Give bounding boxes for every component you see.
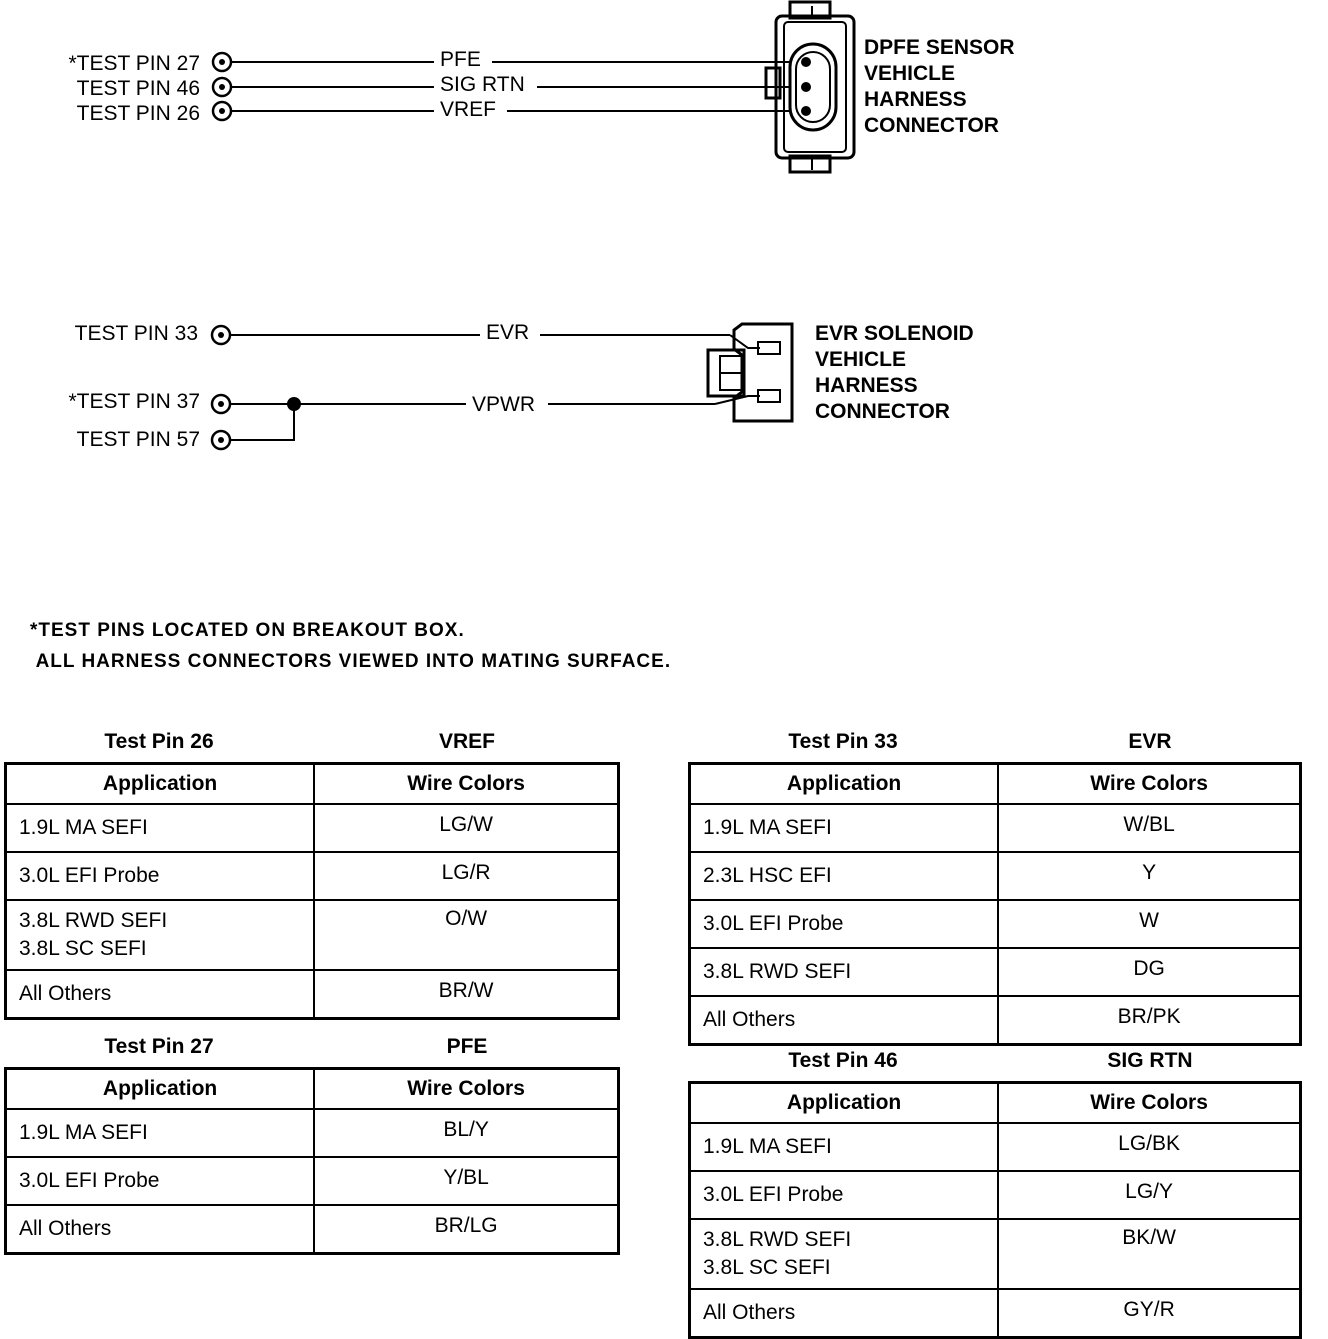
column-header-wire-colors: Wire Colors — [314, 1069, 618, 1110]
dpfe-pin-46-label: TEST PIN 46 — [76, 77, 200, 100]
evr-pin-57-label: TEST PIN 57 — [76, 428, 200, 451]
test-pin-terminal-icon — [213, 102, 231, 120]
column-header-wire-colors: Wire Colors — [314, 764, 618, 805]
cell-application: 3.8L RWD SEFI — [690, 948, 999, 996]
cell-wire-color: LG/W — [314, 804, 618, 852]
test-pin-terminal-icon — [212, 326, 230, 344]
cell-application: 1.9L MA SEFI — [690, 1123, 999, 1171]
wire-label-pfe: PFE — [440, 48, 481, 71]
table-test-pin-27 — [4, 1035, 620, 1255]
cell-wire-color: W — [998, 900, 1300, 948]
wire-color-table — [4, 762, 620, 1020]
column-header-application: Application — [6, 764, 315, 805]
dpfe-pin-27-label: *TEST PIN 27 — [68, 52, 200, 75]
table-row — [690, 900, 1301, 948]
cell-wire-color: BL/Y — [314, 1109, 618, 1157]
evr-circuit — [69, 321, 974, 451]
footnote-breakout-box: *TEST PINS LOCATED ON BREAKOUT BOX. — [30, 620, 465, 641]
cell-wire-color: BR/PK — [998, 996, 1300, 1045]
wire-color-table — [4, 1067, 620, 1255]
table-signal-title: EVR — [1128, 730, 1172, 753]
cell-application: All Others — [690, 1289, 999, 1338]
dpfe-circuit — [69, 2, 1015, 172]
table-test-pin-46 — [688, 1049, 1302, 1339]
cell-wire-color: Y — [998, 852, 1300, 900]
footnote-mating-surface: ALL HARNESS CONNECTORS VIEWED INTO MATING SURFACE. — [30, 651, 672, 672]
wiring-diagram — [0, 0, 1328, 600]
cell-wire-color: GY/R — [998, 1289, 1300, 1338]
table-signal-title: PFE — [446, 1035, 488, 1058]
wire-color-table — [688, 762, 1302, 1046]
cell-application: 2.3L HSC EFI — [690, 852, 999, 900]
cell-application: 3.0L EFI Probe — [6, 852, 315, 900]
table-pin-title: Test Pin 27 — [104, 1035, 214, 1058]
test-pin-terminal-icon — [212, 395, 230, 413]
table-row — [6, 1109, 619, 1157]
table-row — [690, 1219, 1301, 1289]
cell-application: 3.8L RWD SEFI 3.8L SC SEFI — [6, 900, 315, 970]
cell-wire-color: LG/Y — [998, 1171, 1300, 1219]
wire-label-vpwr: VPWR — [472, 393, 535, 416]
dpfe-connector-label: VEHICLE — [864, 62, 956, 85]
table-row — [690, 1171, 1301, 1219]
cell-wire-color: LG/R — [314, 852, 618, 900]
dpfe-pin-26-label: TEST PIN 26 — [76, 102, 200, 125]
table-test-pin-33 — [688, 730, 1302, 1046]
table-row — [690, 1123, 1301, 1171]
table-test-pin-26 — [4, 730, 620, 1020]
cell-application: 3.8L RWD SEFI 3.8L SC SEFI — [690, 1219, 999, 1289]
table-row — [690, 852, 1301, 900]
test-pin-terminal-icon — [213, 78, 231, 96]
table-row — [690, 996, 1301, 1045]
cell-wire-color: LG/BK — [998, 1123, 1300, 1171]
table-row — [6, 852, 619, 900]
cell-wire-color: BK/W — [998, 1219, 1300, 1289]
evr-connector-label: VEHICLE — [815, 348, 907, 371]
cell-application: 3.0L EFI Probe — [6, 1157, 315, 1205]
cell-application: All Others — [6, 970, 315, 1019]
table-pin-title: Test Pin 26 — [104, 730, 214, 753]
cell-application: All Others — [690, 996, 999, 1045]
dpfe-connector-label: CONNECTOR — [864, 114, 999, 137]
column-header-wire-colors: Wire Colors — [998, 1083, 1300, 1124]
evr-connector-icon — [708, 324, 792, 421]
table-signal-title: SIG RTN — [1107, 1049, 1193, 1072]
table-pin-title: Test Pin 33 — [788, 730, 898, 753]
table-row — [6, 1205, 619, 1254]
evr-pin-33-label: TEST PIN 33 — [74, 322, 198, 345]
dpfe-connector-label: HARNESS — [864, 88, 967, 111]
table-signal-title: VREF — [438, 730, 495, 753]
column-header-application: Application — [690, 764, 999, 805]
evr-connector-label: EVR SOLENOID — [815, 322, 974, 345]
cell-application: 1.9L MA SEFI — [6, 1109, 315, 1157]
table-pin-title: Test Pin 46 — [788, 1049, 898, 1072]
cell-wire-color: W/BL — [998, 804, 1300, 852]
cell-application: 3.0L EFI Probe — [690, 900, 999, 948]
cell-wire-color: DG — [998, 948, 1300, 996]
column-header-wire-colors: Wire Colors — [998, 764, 1300, 805]
column-header-application: Application — [690, 1083, 999, 1124]
table-row — [6, 804, 619, 852]
table-row — [690, 1289, 1301, 1338]
table-row — [6, 970, 619, 1019]
wire-label-evr: EVR — [486, 321, 530, 344]
splice-dot-icon — [287, 397, 301, 411]
dpfe-connector-label: DPFE SENSOR — [864, 36, 1015, 59]
table-row — [6, 900, 619, 970]
wire-pin-57-jumper — [230, 404, 294, 440]
table-row — [690, 948, 1301, 996]
cell-application: All Others — [6, 1205, 315, 1254]
wire-label-vref: VREF — [440, 98, 497, 121]
evr-pin-37-label: *TEST PIN 37 — [68, 390, 200, 413]
cell-application: 1.9L MA SEFI — [6, 804, 315, 852]
test-pin-terminal-icon — [212, 431, 230, 449]
table-row — [690, 804, 1301, 852]
evr-connector-label: HARNESS — [815, 374, 918, 397]
cell-application: 1.9L MA SEFI — [690, 804, 999, 852]
evr-connector-label: CONNECTOR — [815, 400, 950, 423]
cell-wire-color: BR/LG — [314, 1205, 618, 1254]
test-pin-terminal-icon — [213, 53, 231, 71]
table-row — [6, 1157, 619, 1205]
wire-color-table — [688, 1081, 1302, 1339]
cell-wire-color: O/W — [314, 900, 618, 970]
cell-wire-color: BR/W — [314, 970, 618, 1019]
cell-wire-color: Y/BL — [314, 1157, 618, 1205]
column-header-application: Application — [6, 1069, 315, 1110]
wire-label-sig-rtn: SIG RTN — [440, 73, 525, 96]
cell-application: 3.0L EFI Probe — [690, 1171, 999, 1219]
